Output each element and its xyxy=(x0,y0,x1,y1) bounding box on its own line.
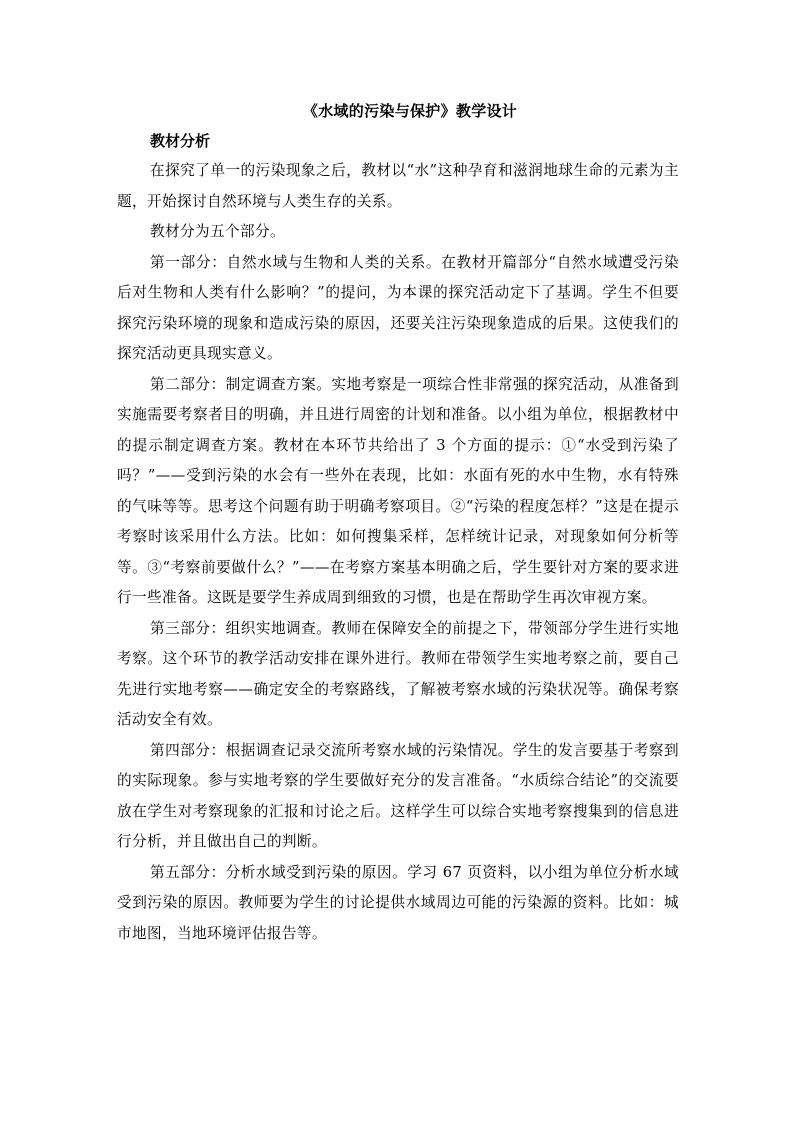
document-body xyxy=(117,98,679,949)
section-heading-textbook-analysis: 教材分析 xyxy=(150,132,211,150)
paragraph-part-five: 第五部分：分析水域受到污染的原因。学习 67 页资料，以小组为单位分析水域受到污染的原因。教师要为学生的讨论提供水域周边可能的污染源的资料。比如：城市地图，当地环境评估报告等。 xyxy=(117,863,679,942)
paragraph-part-one: 第一部分：自然水域与生物和人类的关系。在教材开篇部分“自然水域遭受污染后对生物和人类有什么影响？”的提问，为本课的探究活动定下了基调。学生不但要探究污染环境的现象和造成污染的原因，还要关注污染现象造成的后果。这使我们的探究活动更具现实意义。 xyxy=(117,253,679,362)
paragraph-part-two: 第二部分：制定调查方案。实地考察是一项综合性非常强的探究活动，从准备到实施需要考察者目的明确，并且进行周密的计划和准备。以小组为单位，根据教材中的提示制定调查方案。教材在本环节共给出了 3 个方面的提示：①“水受到污染了吗？”——受到污染的水会有一些外在表现，比如：水面有死的水中生物，水有特殊的气味等等。思考这个问题有助于明确考察项目。②“污染的程度怎样？”这是在提示考察时该采用什么方法。比如：如何搜集采样，怎样统计记录，对现象如何分析等等。③“考察前要做什么？”——在考察方案基本明确之后，学生要针对方案的要求进行一些准备。这既是要学生养成周到细致的习惯，也是在帮助学生再次审视方案。 xyxy=(117,375,679,606)
paragraph-intro: 在探究了单一的污染现象之后，教材以“水”这种孕育和滋润地球生命的元素为主题，开始探讨自然环境与人类生存的关系。 xyxy=(117,162,679,210)
document-title: 《水域的污染与保护》教学设计 xyxy=(302,102,518,120)
paragraph-overview: 教材分为五个部分。 xyxy=(150,223,285,240)
paragraph-part-three: 第三部分：组织实地调查。教师在保障安全的前提之下，带领部分学生进行实地考察。这个环节的教学活动安排在课外进行。教师在带领学生实地考察之前，要自己先进行实地考察——确定安全的考察路线，了解被考察水域的污染状况等。确保考察活动安全有效。 xyxy=(117,619,679,728)
paragraph-part-four: 第四部分：根据调查记录交流所考察水域的污染情况。学生的发言要基于考察到的实际现象。参与实地考察的学生要做好充分的发言准备。“水质综合结论”的交流要放在学生对考察现象的汇报和讨论之后。这样学生可以综合实地考察搜集到的信息进行分析，并且做出自己的判断。 xyxy=(117,741,679,850)
